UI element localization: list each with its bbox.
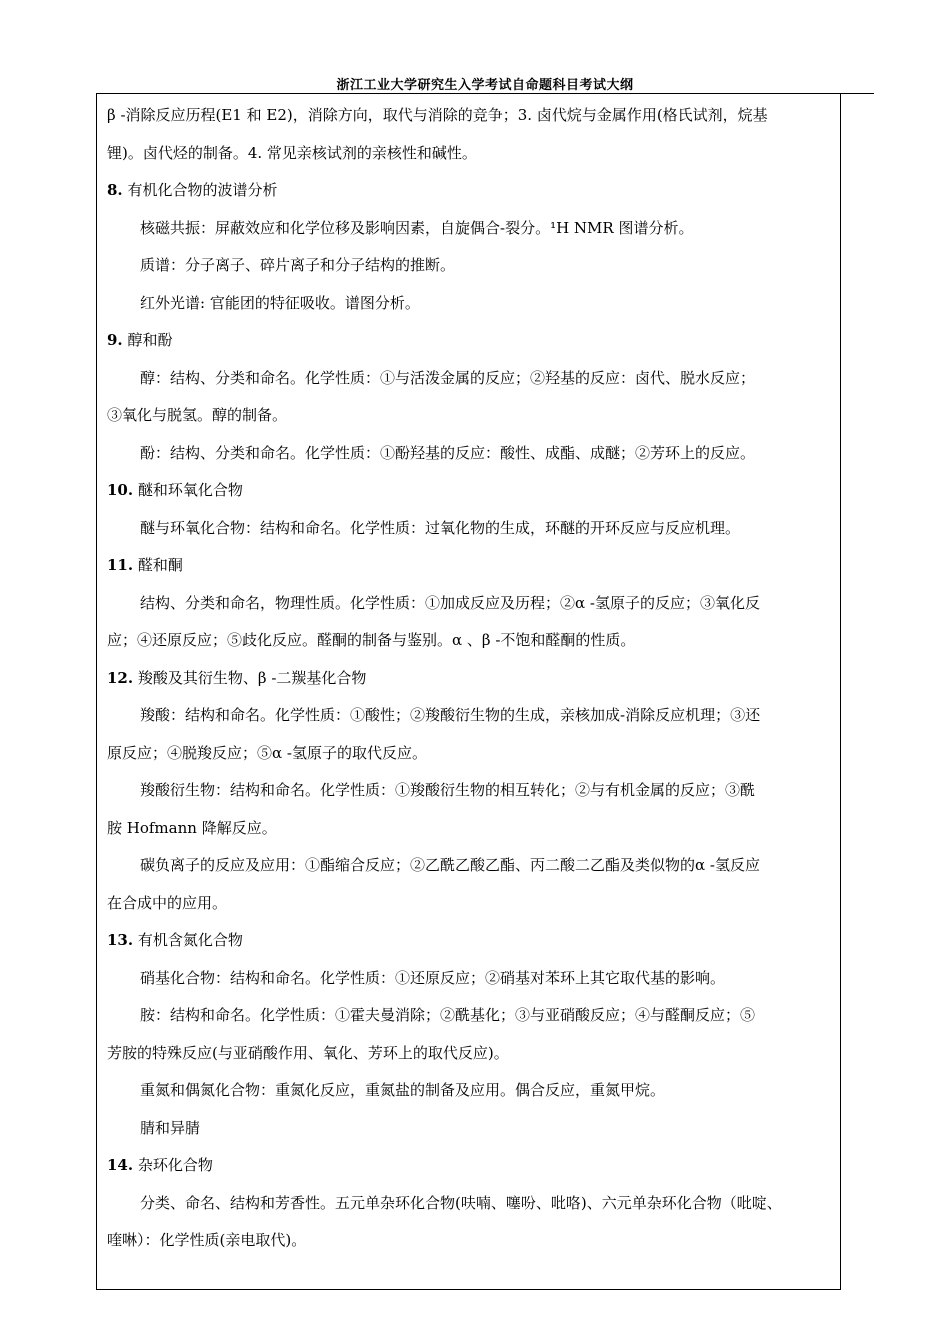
body-text-line [107, 285, 833, 323]
body-text-line [107, 810, 833, 848]
body-text-line [107, 997, 833, 1035]
body-text-line [107, 847, 833, 885]
section-heading [107, 660, 833, 698]
line-text: 酚：结构、分类和命名。化学性质：①酚羟基的反应：酸性、成酯、成醚；②芳环上的反应。 [140, 443, 756, 462]
line-text: 在合成中的应用。 [107, 893, 228, 912]
body-text-line [107, 1072, 833, 1110]
line-text: 腈和异腈 [140, 1118, 201, 1137]
section-number: 13. [107, 931, 134, 949]
body-text-line [107, 885, 833, 923]
line-text: 质谱：分子离子、碎片离子和分子结构的推断。 [140, 256, 456, 274]
section-title: 醚和环氧化合物 [137, 481, 243, 499]
line-text: 碳负离子的反应及应用：①酯缩合反应；②乙酰乙酸乙酯、丙二酸二乙酯及类似物的α -氢反应 [140, 856, 760, 874]
section-title: 有机含氮化合物 [137, 931, 243, 949]
body-text-line [107, 397, 833, 435]
section-number: 14. [107, 1156, 134, 1174]
line-text: 红外光谱: 官能团的特征吸收。谱图分析。 [140, 293, 420, 312]
section-title: 杂环化合物 [137, 1156, 213, 1174]
section-heading [107, 922, 833, 960]
line-text: 芳胺的特殊反应(与亚硝酸作用、氧化、芳环上的取代反应)。 [107, 1043, 509, 1062]
body-text-line [107, 585, 833, 623]
body-text-line [107, 1035, 833, 1073]
section-heading [107, 1147, 833, 1185]
body-text-line [107, 360, 833, 398]
body-text-line [107, 510, 833, 548]
document-header-title: 浙江工业大学研究生入学考试自命题科目考试大纲 [336, 78, 634, 93]
body-text-line [107, 97, 833, 135]
line-text: 应；④还原反应；⑤歧化反应。醛酮的制备与鉴别。α 、β -不饱和醛酮的性质。 [107, 631, 636, 649]
body-text-line [107, 135, 833, 173]
line-text: 重氮和偶氮化合物：重氮化反应，重氮盐的制备及应用。偶合反应，重氮甲烷。 [140, 1081, 666, 1099]
body-text-line [107, 735, 833, 773]
body-text-line [107, 247, 833, 285]
section-title: 醇和酚 [127, 331, 173, 349]
body-text-line [107, 772, 833, 810]
section-title: 有机化合物的波谱分析 [127, 181, 278, 199]
section-number: 8. [107, 181, 123, 199]
body-text-line [107, 1110, 833, 1148]
line-text: 羧酸衍生物：结构和命名。化学性质：①羧酸衍生物的相互转化；②与有机金属的反应；③酰 [140, 781, 756, 799]
line-text: 硝基化合物：结构和命名。化学性质：①还原反应；②硝基对苯环上其它取代基的影响。 [140, 968, 726, 987]
line-text: 分类、命名、结构和芳香性。五元单杂环化合物(呋喃、噻吩、吡咯)、六元单杂环化合物（吡啶、 [140, 1193, 782, 1212]
line-text: 结构、分类和命名，物理性质。化学性质：①加成反应及历程；②α -氢原子的反应；③氧化反 [140, 593, 760, 612]
line-text: 醚与环氧化合物：结构和命名。化学性质：过氧化物的生成，环醚的开环反应与反应机理。 [140, 518, 741, 537]
section-heading [107, 472, 833, 510]
line-text: 羧酸：结构和命名。化学性质：①酸性；②羧酸衍生物的生成，亲核加成-消除反应机理；③还 [140, 706, 761, 724]
section-title: 羧酸及其衍生物、β -二羰基化合物 [137, 668, 367, 687]
section-title: 醛和酮 [137, 556, 183, 574]
body-text-line [107, 622, 833, 660]
section-heading [107, 322, 833, 360]
document-body [107, 97, 833, 1260]
section-number: 9. [107, 331, 123, 349]
line-text: β -消除反应历程(E1 和 E2)，消除方向，取代与消除的竞争；3. 卤代烷与金属作用(格氏试剂，烷基 [107, 106, 768, 124]
section-number: 10. [107, 481, 134, 499]
section-heading [107, 547, 833, 585]
line-text: 锂)。卤代烃的制备。4. 常见亲核试剂的亲核性和碱性。 [107, 143, 477, 162]
line-text: 胺 Hofmann 降解反应。 [107, 818, 277, 837]
body-text-line [107, 1185, 833, 1223]
line-text: 醇：结构、分类和命名。化学性质：①与活泼金属的反应；②羟基的反应：卤代、脱水反应； [140, 368, 756, 387]
body-text-line [107, 210, 833, 248]
line-text: ③氧化与脱氢。醇的制备。 [107, 406, 288, 424]
body-text-line [107, 1222, 833, 1260]
line-text: 核磁共振：屏蔽效应和化学位移及影响因素，自旋偶合-裂分。¹H NMR 图谱分析。 [140, 218, 694, 237]
line-text: 胺：结构和命名。化学性质：①霍夫曼消除；②酰基化；③与亚硝酸反应；④与醛酮反应；⑤ [140, 1006, 756, 1024]
section-number: 12. [107, 668, 134, 687]
line-text: 喹啉）：化学性质(亲电取代)。 [107, 1231, 307, 1249]
body-text-line [107, 960, 833, 998]
section-heading [107, 172, 833, 210]
section-number: 11. [107, 556, 134, 574]
body-text-line [107, 435, 833, 473]
line-text: 原反应；④脱羧反应；⑤α -氢原子的取代反应。 [107, 743, 427, 762]
body-text-line [107, 697, 833, 735]
